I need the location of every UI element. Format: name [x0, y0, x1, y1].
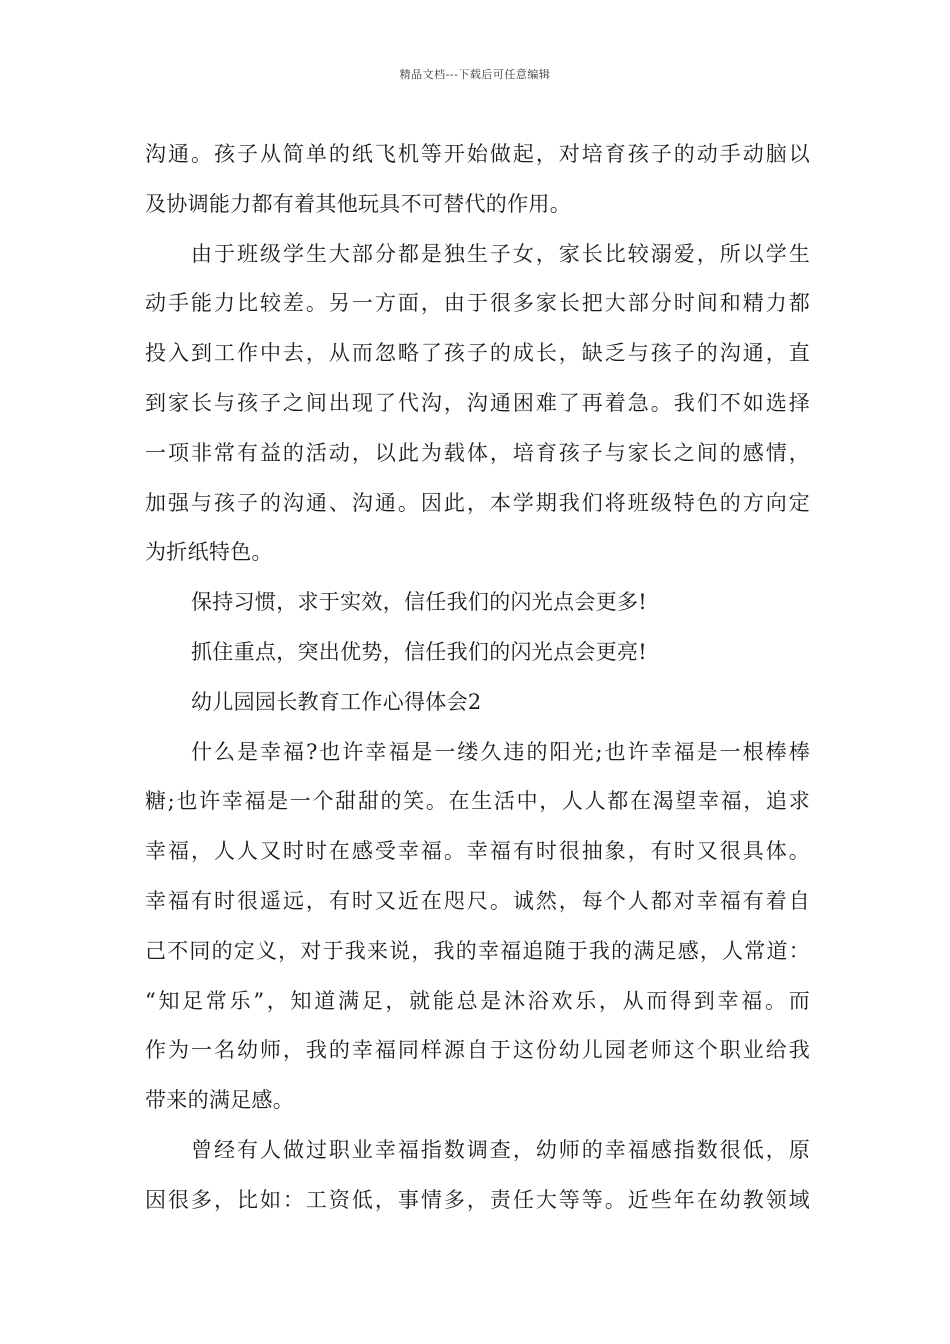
- text-line: 抓住重点，突出优势，信任我们的闪光点会更亮!: [191, 639, 648, 664]
- text-line: 幸福有时很遥远，有时又近在咫尺。诚然，每个人都对幸福有着自: [145, 888, 810, 913]
- text-line: 沟通。孩子从简单的纸飞机等开始做起，对培育孩子的动手动脑以: [145, 142, 810, 166]
- section-heading: 幼儿园园长教育工作心得体会2: [191, 689, 482, 714]
- text-line: 因很多，比如：工资低，事情多，责任大等等。近些年在幼教领域: [145, 1187, 810, 1212]
- text-line: 幸福，人人又时时在感受幸福。幸福有时很抽象，有时又很具体。: [145, 839, 810, 864]
- document-body: [145, 130, 810, 1226]
- text-line: 由于班级学生大部分都是独生子女，家长比较溺爱，所以学生: [191, 241, 810, 266]
- text-line: 加强与孩子的沟通、沟通。因此，本学期我们将班级特色的方向定: [145, 490, 810, 515]
- text-line: 一项非常有益的活动，以此为载体，培育孩子与家长之间的感情，: [145, 440, 810, 465]
- text-line: 到家长与孩子之间出现了代沟，沟通困难了再着急。我们不如选择: [145, 390, 810, 415]
- text-line: 及协调能力都有着其他玩具不可替代的作用。: [145, 191, 571, 216]
- text-line: 带来的满足感。: [145, 1088, 295, 1113]
- text-line: 什么是幸福?也许幸福是一缕久违的阳光;也许幸福是一根棒棒: [191, 739, 810, 764]
- text-line: 曾经有人做过职业幸福指数调查，幼师的幸福感指数很低，原: [191, 1137, 810, 1162]
- text-line: 为折纸特色。: [145, 540, 273, 565]
- text-line: 己不同的定义，对于我来说，我的幸福追随于我的满足感，人常道：: [145, 938, 810, 963]
- text-line: 动手能力比较差。另一方面，由于很多家长把大部分时间和精力都: [145, 291, 810, 316]
- page-header: 精品文档---下载后可任意编辑: [399, 68, 551, 81]
- text-line: 投入到工作中去，从而忽略了孩子的成长，缺乏与孩子的沟通，直: [145, 341, 810, 366]
- text-line: 作为一名幼师，我的幸福同样源自于这份幼儿园老师这个职业给我: [145, 1038, 810, 1063]
- text-line: 保持习惯，求于实效，信任我们的闪光点会更多!: [191, 590, 648, 615]
- text-line: 糖;也许幸福是一个甜甜的笑。在生活中，人人都在渴望幸福，追求: [145, 789, 810, 814]
- text-line: “知足常乐”，知道满足，就能总是沐浴欢乐，从而得到幸福。而: [145, 988, 810, 1013]
